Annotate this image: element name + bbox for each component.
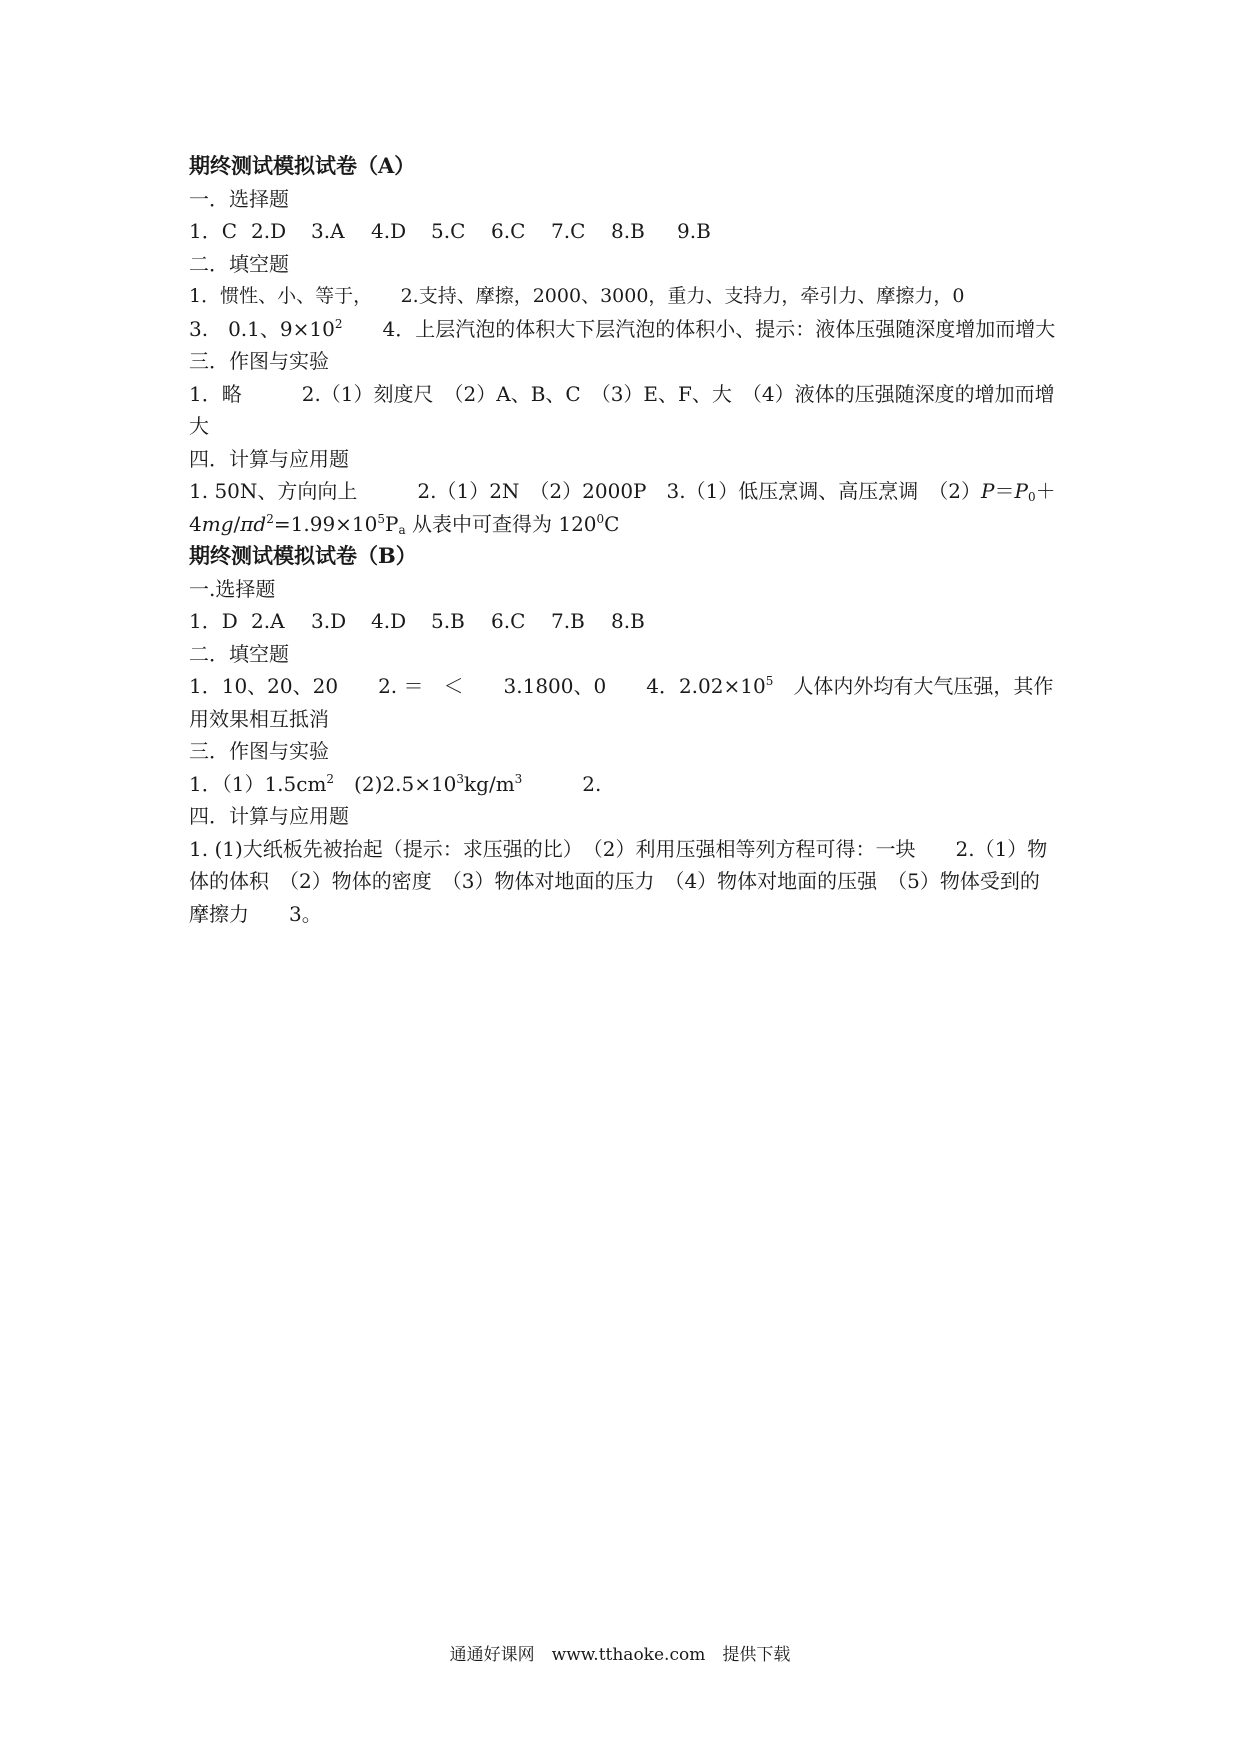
answer-item: 4.D <box>371 219 407 243</box>
answer-item: 1．D <box>189 609 238 633</box>
answer-item: 7.C <box>551 219 586 243</box>
answer-item: 2.D <box>251 219 287 243</box>
answer-item: 9.B <box>677 219 711 243</box>
paper-a-fill-line2: 3. 0.1、$9\times 10^2$ 4．上层汽泡的体积大下层汽泡的体积小、提示：液体压强随深度增加而增大 <box>189 316 1056 341</box>
paper-b-choice-answers <box>189 605 1059 638</box>
paper-a-drawing-answers: 1．略 2.（1）刻度尺 （2）A、B、C （3）E、F、大 （4）液体的压强随深度的增加而增大 <box>189 381 1055 438</box>
answer-item: 6.C <box>491 609 526 633</box>
paper-b-calc-heading: 四．计算与应用题 <box>189 804 349 828</box>
answer-item: 8.B <box>611 609 645 633</box>
answer-item: 5.B <box>431 609 465 633</box>
answer-item: 5.C <box>431 219 466 243</box>
answer-item: 8.B <box>611 219 645 243</box>
paper-a-choice-answers <box>189 215 1059 248</box>
answer-item: 2.A <box>251 609 285 633</box>
paper-a-drawing-heading: 三．作图与实验 <box>189 349 329 373</box>
answer-item: 3.A <box>311 219 345 243</box>
paper-a-calc-answers: 1. 50N、方向向上 2.（1）2N （2）2000P 3.（1）低压烹调、高压烹调 $(2)P=P_0+4mg/\pi d^2=1.99\times 10^5P_a$ 从表中可查得为 $120^0C$ <box>189 479 1056 537</box>
answer-item: 3.D <box>311 609 347 633</box>
paper-a-fill-heading: 二．填空题 <box>189 251 289 276</box>
paper-a-title: 期终测试模拟试卷（A） <box>189 153 416 178</box>
answer-item: 1．C <box>189 219 238 243</box>
answer-item: 6.C <box>491 219 526 243</box>
paper-b-calc-answers: 1. (1)大纸板先被抬起（提示：求压强的比） （2）利用压强相等列方程可得：一块 2.（1）物体的体积 （2）物体的密度 （3）物体对地面的压力 （4）物体对地面的压强 （5）物体受到的摩擦力 3。 <box>189 836 1048 926</box>
paper-b-drawing-heading: 三．作图与实验 <box>189 739 329 763</box>
paper-b-title: 期终测试模拟试卷（B） <box>189 543 417 568</box>
paper-a-choice-heading: 一．选择题 <box>189 186 289 211</box>
paper-a-calc-heading: 四．计算与应用题 <box>189 446 349 471</box>
paper-b-fill-heading: 二．填空题 <box>189 641 289 666</box>
paper-b-choice-heading: 一.选择题 <box>189 576 276 601</box>
document-body <box>189 150 1059 930</box>
paper-a-fill-line1: 1．惯性、小、等于， 2.支持、摩擦，2000、3000，重力、支持力，牵引力、摩擦力，0 <box>189 285 965 307</box>
answer-item: 4.D <box>371 609 407 633</box>
answer-item: 7.B <box>551 609 585 633</box>
page-footer: 通通好课网 www.tthaoke.com 提供下载 <box>449 1645 791 1665</box>
paper-b-fill-answers: 1．10、20、20 2. ＝ ＜ 3.1800、0 4．$2.02\times 10^5$ 人体内外均有大气压强，其作用效果相互抵消 <box>189 674 1054 731</box>
paper-b-drawing-answers: 1．$(1)1.5cm^2$ $(2)2.5\times 10^3kg/m^3$ 2. <box>189 771 602 796</box>
